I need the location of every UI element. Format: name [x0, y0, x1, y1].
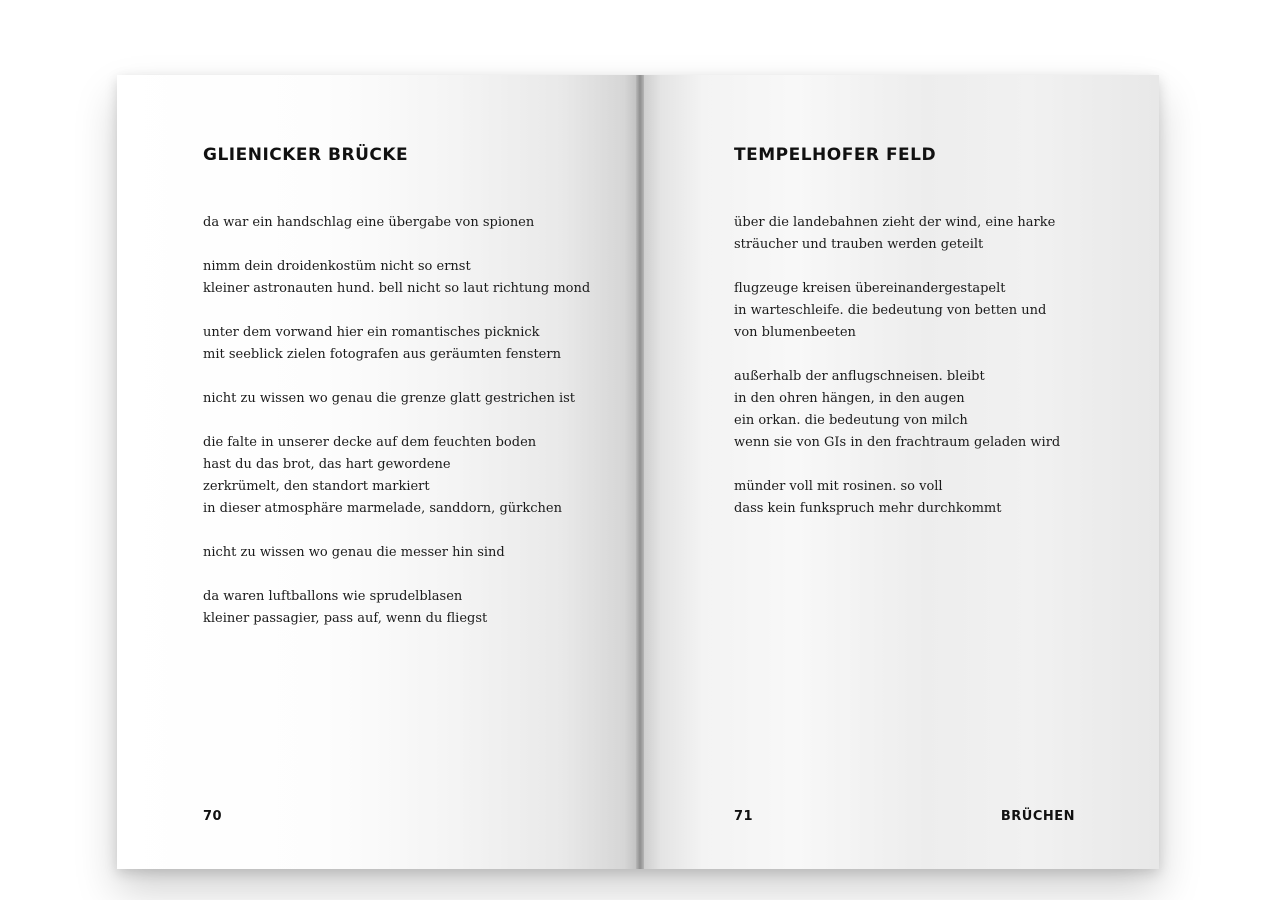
poem-line: ein orkan. die bedeutung von milch	[734, 413, 968, 428]
stanza	[203, 256, 603, 300]
stanza	[734, 366, 1134, 454]
poem-body	[203, 212, 603, 652]
poem-line: kleiner astronauten hund. bell nicht so laut richtung mond	[203, 281, 591, 296]
stanza	[203, 542, 603, 564]
poem-line: wenn sie von GIs in den frachtraum geladen wird	[734, 435, 1061, 450]
stanza	[734, 212, 1134, 256]
left-page	[117, 75, 640, 869]
page-number: 70	[203, 809, 223, 824]
poem-line: in warteschleife. die bedeutung von betten und	[734, 303, 1047, 318]
stanza	[203, 432, 603, 520]
poem-line: kleiner passagier, pass auf, wenn du fliegst	[203, 611, 488, 626]
poem-title: TEMPELHOFER FELD	[734, 145, 937, 165]
page-number: 71	[734, 809, 754, 824]
poem-line: mit seeblick zielen fotografen aus geräumten fenstern	[203, 347, 561, 362]
poem-line: über die landebahnen zieht der wind, eine harke	[734, 215, 1056, 230]
poem-line: münder voll mit rosinen. so voll	[734, 479, 943, 494]
stanza	[734, 476, 1134, 520]
poem-line: sträucher und trauben werden geteilt	[734, 237, 984, 252]
section-label: BRÜCHEN	[1000, 809, 1075, 824]
right-page	[640, 75, 1159, 869]
open-book-spread	[117, 75, 1159, 869]
stanza	[203, 586, 603, 630]
poem-line: dass kein funkspruch mehr durchkommt	[734, 501, 1002, 516]
poem-line: von blumenbeeten	[734, 325, 856, 340]
stanza	[203, 322, 603, 366]
poem-line: da war ein handschlag eine übergabe von spionen	[203, 215, 535, 230]
book-gutter	[636, 75, 644, 869]
poem-line: außerhalb der anflugschneisen. bleibt	[734, 369, 985, 384]
stanza	[203, 388, 603, 410]
poem-line: in dieser atmosphäre marmelade, sanddorn, gürkchen	[203, 501, 562, 516]
poem-line: nimm dein droidenkostüm nicht so ernst	[203, 259, 471, 274]
poem-body	[734, 212, 1134, 542]
poem-line: in den ohren hängen, in den augen	[734, 391, 965, 406]
poem-line: unter dem vorwand hier ein romantisches picknick	[203, 325, 540, 340]
stanza	[203, 212, 603, 234]
stanza	[734, 278, 1134, 344]
poem-title: GLIENICKER BRÜCKE	[203, 145, 409, 165]
poem-line: nicht zu wissen wo genau die grenze glatt gestrichen ist	[203, 391, 576, 406]
poem-line: hast du das brot, das hart gewordene	[203, 457, 451, 472]
poem-line: nicht zu wissen wo genau die messer hin sind	[203, 545, 505, 560]
poem-line: zerkrümelt, den standort markiert	[203, 479, 430, 494]
poem-line: die falte in unserer decke auf dem feuchten boden	[203, 435, 537, 450]
poem-line: da waren luftballons wie sprudelblasen	[203, 589, 463, 604]
poem-line: flugzeuge kreisen übereinandergestapelt	[734, 281, 1006, 296]
